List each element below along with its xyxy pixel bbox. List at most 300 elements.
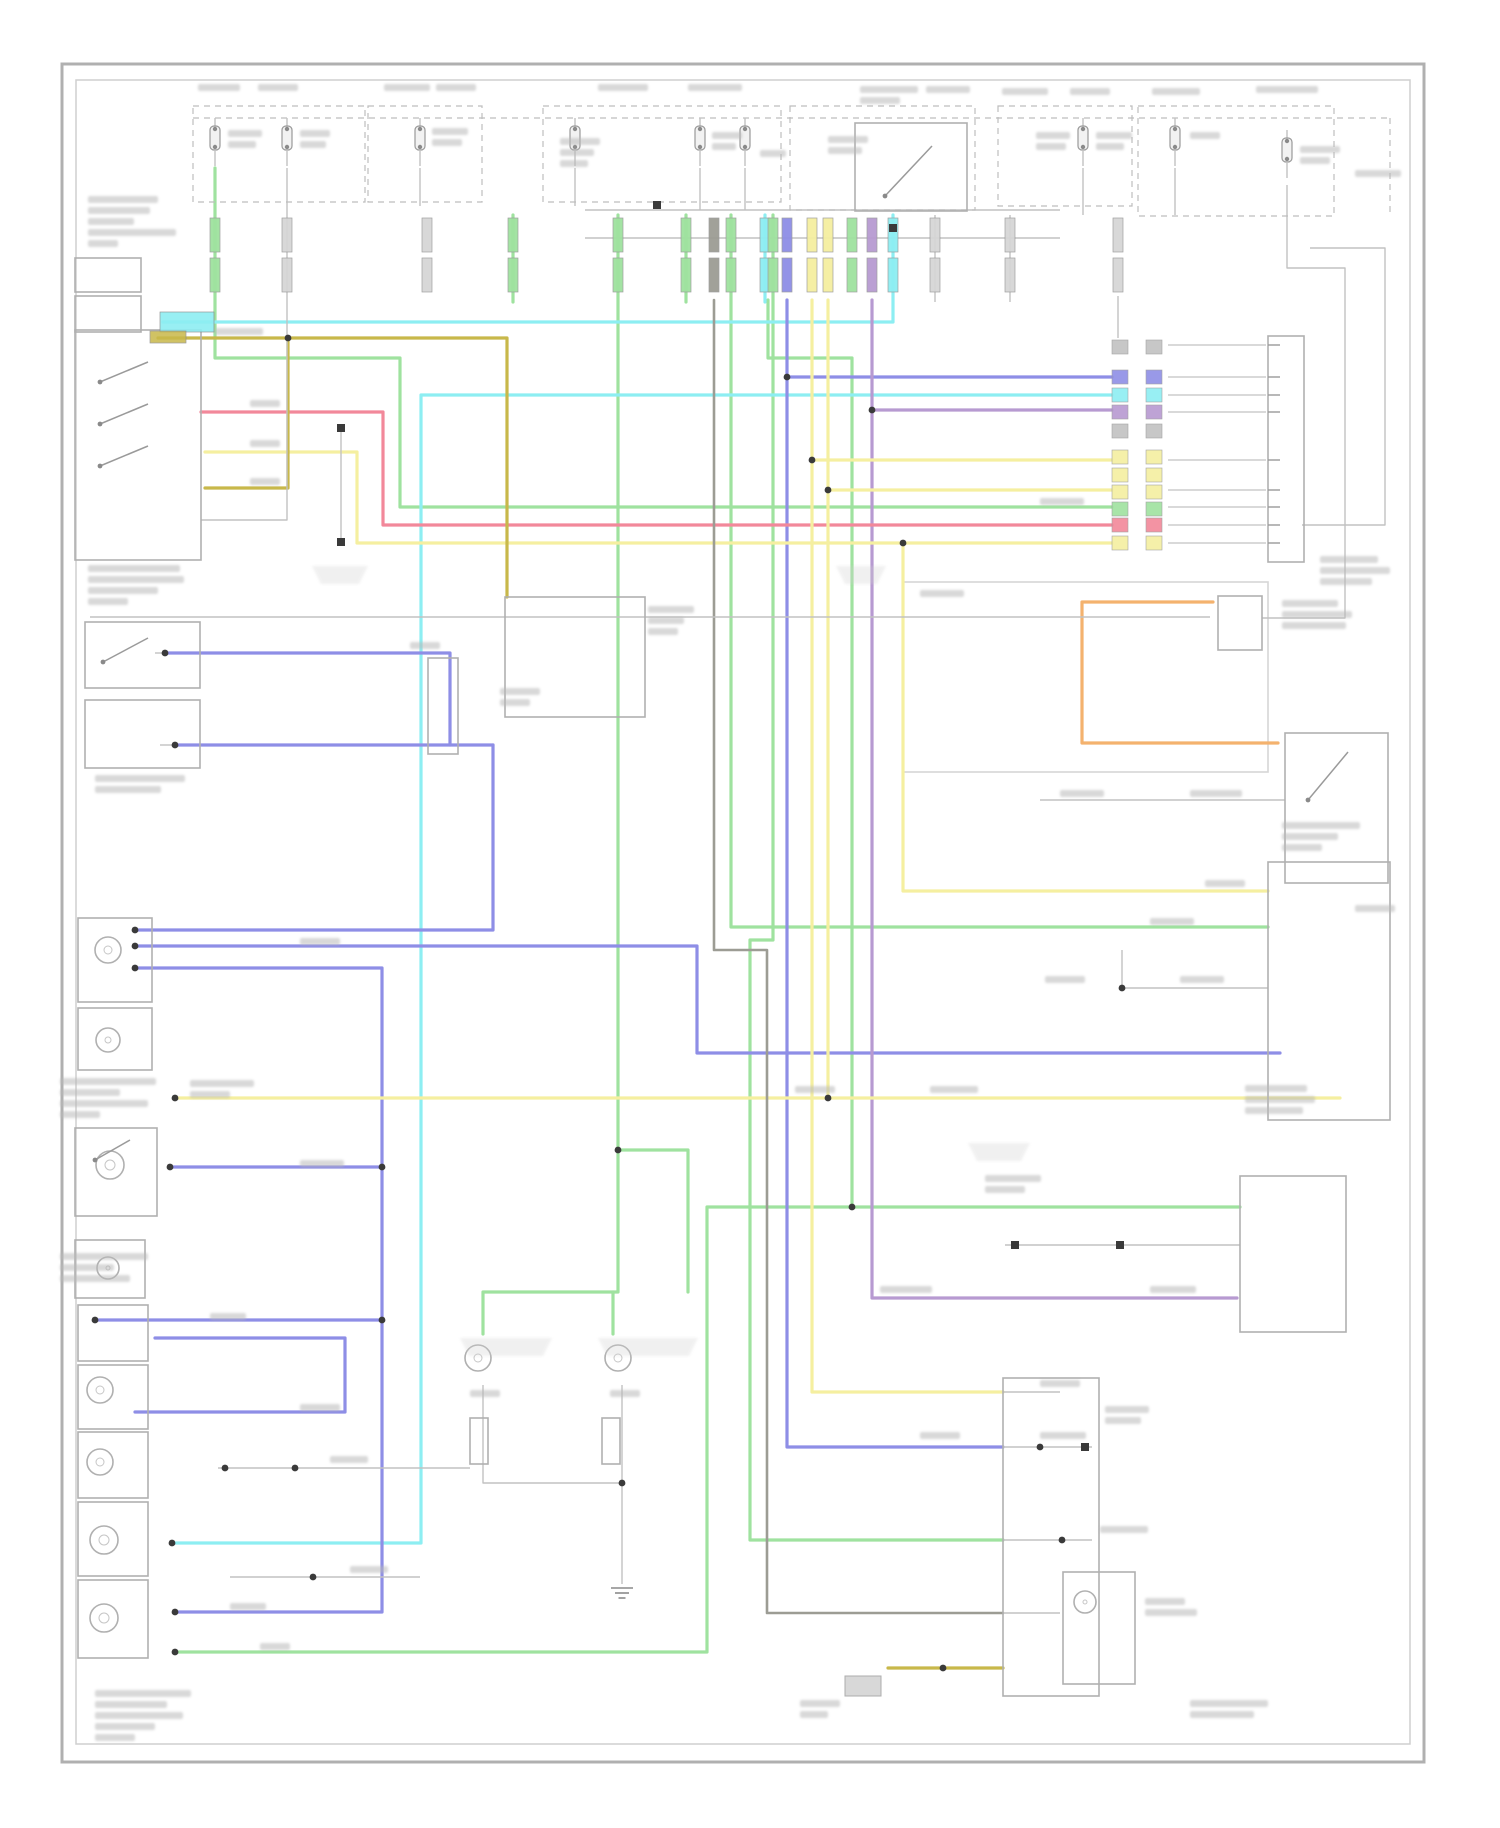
illegible-label bbox=[1150, 918, 1194, 925]
illegible-label bbox=[1096, 132, 1132, 139]
illegible-label bbox=[1145, 1598, 1185, 1605]
bulb-filament bbox=[104, 946, 112, 954]
inner-border bbox=[76, 80, 1410, 1744]
connector-cell bbox=[1112, 485, 1128, 499]
illegible-label bbox=[1320, 578, 1372, 585]
component-box bbox=[855, 123, 967, 211]
connector-bar bbox=[726, 258, 736, 292]
illegible-label bbox=[88, 598, 128, 605]
junction-dot bbox=[92, 1317, 99, 1324]
illegible-label bbox=[1190, 790, 1242, 797]
connector-bar bbox=[422, 258, 432, 292]
junction-dot bbox=[222, 1465, 229, 1472]
bulb-icon bbox=[87, 1377, 113, 1403]
illegible-label bbox=[300, 1404, 340, 1411]
component-box bbox=[75, 258, 141, 292]
junction-dot bbox=[1059, 1537, 1066, 1544]
illegible-label bbox=[1145, 1609, 1197, 1616]
illegible-label bbox=[1070, 88, 1110, 95]
illegible-label bbox=[410, 642, 440, 649]
illegible-label bbox=[1045, 976, 1085, 983]
fuse-terminal bbox=[285, 145, 289, 149]
junction-dot bbox=[172, 1649, 179, 1656]
bulb-icon bbox=[1074, 1591, 1096, 1613]
connector-cell bbox=[1146, 518, 1162, 532]
illegible-label bbox=[1100, 1526, 1148, 1533]
switch-pivot bbox=[883, 194, 888, 199]
wire-yellow bbox=[812, 300, 1003, 1392]
relay-block-box bbox=[193, 106, 365, 202]
illegible-label bbox=[198, 84, 240, 91]
wire-green bbox=[483, 215, 618, 1334]
bulb-filament bbox=[96, 1386, 104, 1394]
switch-lever bbox=[100, 362, 148, 382]
wire-blue bbox=[787, 300, 1003, 1447]
component-box bbox=[78, 1008, 152, 1070]
junction-dot bbox=[825, 1095, 832, 1102]
junction-dot bbox=[379, 1317, 386, 1324]
illegible-label bbox=[1152, 88, 1200, 95]
junction-dot bbox=[169, 1540, 176, 1547]
illegible-label bbox=[985, 1186, 1025, 1193]
illegible-label bbox=[88, 218, 134, 225]
illegible-label bbox=[300, 938, 340, 945]
connector-bar bbox=[867, 218, 877, 252]
illegible-label bbox=[795, 1086, 835, 1093]
illegible-label bbox=[88, 240, 118, 247]
illegible-label bbox=[1040, 1432, 1086, 1439]
fuse-terminal bbox=[1285, 139, 1289, 143]
illegible-label bbox=[300, 130, 330, 137]
connector-cell bbox=[1146, 340, 1162, 354]
illegible-label bbox=[1300, 157, 1330, 164]
connector-cell bbox=[1146, 468, 1162, 482]
illegible-label bbox=[260, 1643, 290, 1650]
fuse-terminal bbox=[285, 127, 289, 131]
connector-bar bbox=[422, 218, 432, 252]
connector-bar bbox=[726, 218, 736, 252]
connector-bar bbox=[847, 218, 857, 252]
connector-bar bbox=[681, 258, 691, 292]
illegible-label bbox=[60, 1100, 148, 1107]
junction-dot bbox=[285, 335, 292, 342]
illegible-label bbox=[88, 196, 158, 203]
component-box bbox=[75, 296, 141, 332]
illegible-label bbox=[250, 440, 280, 447]
illegible-label bbox=[1190, 1700, 1268, 1707]
small-component bbox=[845, 1676, 881, 1696]
junction-dot bbox=[379, 1164, 386, 1171]
illegible-label bbox=[88, 229, 176, 236]
component-box bbox=[75, 330, 201, 560]
bulb-filament bbox=[99, 1535, 109, 1545]
junction-dot bbox=[825, 487, 832, 494]
junction-dot bbox=[615, 1147, 622, 1154]
component-box bbox=[1003, 1378, 1099, 1696]
connector-cell bbox=[1112, 536, 1128, 550]
junction-dot bbox=[619, 1480, 626, 1487]
connector-cell bbox=[1112, 405, 1128, 419]
component-box bbox=[78, 1305, 148, 1361]
illegible-label bbox=[500, 699, 530, 706]
relay-block-box bbox=[368, 106, 482, 202]
illegible-label bbox=[648, 606, 694, 613]
wire-purple bbox=[872, 300, 1237, 1298]
illegible-label bbox=[1205, 880, 1245, 887]
component-box bbox=[85, 700, 200, 768]
junction-dot bbox=[900, 540, 907, 547]
connector-bar bbox=[210, 258, 220, 292]
illegible-label bbox=[95, 1723, 155, 1730]
bulb-filament bbox=[105, 1160, 115, 1170]
connector-bar bbox=[807, 258, 817, 292]
illegible-label bbox=[88, 576, 184, 583]
illegible-label bbox=[300, 141, 326, 148]
wire-green bbox=[175, 1207, 1240, 1652]
illegible-label bbox=[760, 150, 786, 157]
illegible-label bbox=[560, 138, 600, 145]
connector-bar bbox=[768, 218, 778, 252]
illegible-label bbox=[1256, 86, 1318, 93]
illegible-label bbox=[712, 143, 736, 150]
illegible-label bbox=[1320, 556, 1378, 563]
connector-bar bbox=[1113, 258, 1123, 292]
connector-bar bbox=[930, 258, 940, 292]
component-box bbox=[1240, 1176, 1346, 1332]
fuse-terminal bbox=[1173, 145, 1177, 149]
wire-blue bbox=[135, 968, 382, 1612]
connector-bar bbox=[823, 258, 833, 292]
bulb-filament bbox=[105, 1037, 111, 1043]
connector-bar bbox=[210, 218, 220, 252]
wire-blue bbox=[135, 946, 1280, 1053]
illegible-label bbox=[688, 84, 742, 91]
fuse-terminal bbox=[213, 145, 217, 149]
illegible-label bbox=[1245, 1107, 1303, 1114]
connector-trapezoid bbox=[460, 1338, 552, 1356]
illegible-label bbox=[1282, 844, 1322, 851]
bulb-icon bbox=[96, 1028, 120, 1052]
illegible-label bbox=[1105, 1406, 1149, 1413]
connector-cell bbox=[1112, 424, 1128, 438]
illegible-label bbox=[60, 1264, 114, 1271]
fuse-terminal bbox=[1173, 127, 1177, 131]
illegible-label bbox=[1282, 600, 1338, 607]
connector-block bbox=[160, 312, 214, 332]
illegible-label bbox=[95, 775, 185, 782]
illegible-label bbox=[1040, 1380, 1080, 1387]
outer-border bbox=[62, 64, 1424, 1762]
connector-bar bbox=[709, 218, 719, 252]
illegible-label bbox=[1002, 88, 1048, 95]
illegible-label bbox=[880, 1286, 932, 1293]
connector-cell bbox=[1112, 450, 1128, 464]
connector-bar bbox=[1005, 218, 1015, 252]
illegible-label bbox=[215, 328, 263, 335]
illegible-label bbox=[648, 628, 678, 635]
illegible-label bbox=[88, 587, 158, 594]
component-box bbox=[428, 658, 458, 754]
bulb-icon bbox=[95, 937, 121, 963]
illegible-label bbox=[1190, 1711, 1254, 1718]
connector-cell bbox=[1112, 468, 1128, 482]
illegible-label bbox=[1180, 976, 1224, 983]
illegible-label bbox=[60, 1089, 120, 1096]
switch-lever bbox=[100, 404, 148, 424]
fuse-terminal bbox=[418, 127, 422, 131]
fuse-terminal bbox=[213, 127, 217, 131]
component-box bbox=[470, 1418, 488, 1464]
illegible-label bbox=[1096, 143, 1124, 150]
fuse-terminal bbox=[698, 145, 702, 149]
illegible-label bbox=[60, 1253, 148, 1260]
connector-bar bbox=[1005, 258, 1015, 292]
illegible-label bbox=[1060, 790, 1104, 797]
illegible-label bbox=[1036, 143, 1066, 150]
illegible-label bbox=[930, 1086, 978, 1093]
connector-cell bbox=[1112, 518, 1128, 532]
illegible-label bbox=[800, 1700, 840, 1707]
illegible-label bbox=[1282, 611, 1352, 618]
wire-green bbox=[768, 300, 852, 1207]
switch-pivot bbox=[98, 422, 103, 427]
switch-lever bbox=[1308, 752, 1348, 800]
illegible-label bbox=[500, 688, 540, 695]
switch-lever bbox=[885, 146, 932, 196]
wire-gray bbox=[1302, 248, 1385, 525]
wire-olive bbox=[158, 338, 507, 597]
junction-dot bbox=[849, 1204, 856, 1211]
junction-dot bbox=[172, 1609, 179, 1616]
connector-square bbox=[1011, 1241, 1019, 1249]
wire-dkgray bbox=[714, 300, 1003, 1613]
illegible-label bbox=[60, 1111, 100, 1118]
connector-bar bbox=[847, 258, 857, 292]
connector-bar bbox=[508, 218, 518, 252]
connector-cell bbox=[1146, 502, 1162, 516]
illegible-label bbox=[648, 617, 684, 624]
connector-bar bbox=[888, 218, 898, 252]
fuse-terminal bbox=[1081, 127, 1085, 131]
fuse-terminal bbox=[698, 127, 702, 131]
connector-cell bbox=[1146, 388, 1162, 402]
connector-square bbox=[337, 538, 345, 546]
junction-dot bbox=[167, 1164, 174, 1171]
illegible-label bbox=[470, 1390, 500, 1397]
illegible-label bbox=[598, 84, 648, 91]
connector-cell bbox=[1112, 340, 1128, 354]
illegible-label bbox=[1282, 833, 1338, 840]
connector-square bbox=[889, 224, 897, 232]
illegible-label bbox=[1300, 146, 1340, 153]
illegible-label bbox=[230, 1603, 266, 1610]
switch-lever bbox=[95, 1140, 130, 1160]
junction-dot bbox=[162, 650, 169, 657]
junction-dot bbox=[172, 1095, 179, 1102]
connector-bar bbox=[867, 258, 877, 292]
connector-bar bbox=[888, 258, 898, 292]
wire-gray bbox=[483, 1385, 622, 1483]
connector-bar bbox=[508, 258, 518, 292]
component-box bbox=[78, 1502, 148, 1576]
connector-bar bbox=[282, 218, 292, 252]
illegible-label bbox=[860, 86, 918, 93]
illegible-label bbox=[1245, 1085, 1307, 1092]
junction-dot bbox=[1119, 985, 1126, 992]
wire-blue bbox=[135, 745, 493, 930]
bulb-icon bbox=[96, 1151, 124, 1179]
junction-dot bbox=[1037, 1444, 1044, 1451]
bulb-filament bbox=[1083, 1600, 1087, 1604]
connector-block bbox=[150, 331, 186, 343]
connector-square bbox=[337, 424, 345, 432]
illegible-label bbox=[250, 478, 280, 485]
illegible-label bbox=[60, 1078, 156, 1085]
illegible-label bbox=[1105, 1417, 1141, 1424]
component-box bbox=[1268, 336, 1304, 562]
illegible-label bbox=[190, 1080, 254, 1087]
illegible-label bbox=[712, 132, 742, 139]
illegible-label bbox=[258, 84, 298, 91]
bulb-icon bbox=[90, 1526, 118, 1554]
switch-pivot bbox=[93, 1158, 98, 1163]
fuse-terminal bbox=[743, 145, 747, 149]
component-box bbox=[1285, 733, 1388, 883]
illegible-label bbox=[95, 1712, 183, 1719]
switch-pivot bbox=[101, 660, 106, 665]
connector-trapezoid bbox=[598, 1338, 698, 1356]
connector-bar bbox=[782, 258, 792, 292]
connector-bar bbox=[823, 218, 833, 252]
page-frame bbox=[62, 64, 1424, 1762]
bulb-filament bbox=[96, 1458, 104, 1466]
illegible-label bbox=[926, 86, 970, 93]
connector-square bbox=[653, 201, 661, 209]
component-box bbox=[75, 1128, 157, 1216]
switch-lever bbox=[100, 446, 148, 466]
connector-cell bbox=[1146, 370, 1162, 384]
connector-cell bbox=[1146, 536, 1162, 550]
illegible-label bbox=[985, 1175, 1041, 1182]
connector-trapezoid bbox=[312, 566, 368, 584]
fuse-terminal bbox=[1285, 157, 1289, 161]
connector-bar bbox=[613, 258, 623, 292]
switch-pivot bbox=[98, 464, 103, 469]
component-box bbox=[78, 1580, 148, 1658]
connector-bar bbox=[681, 218, 691, 252]
illegible-label bbox=[1190, 132, 1220, 139]
connector-bar bbox=[930, 218, 940, 252]
connector-bar bbox=[613, 218, 623, 252]
connector-bar bbox=[782, 218, 792, 252]
wire-orange bbox=[1082, 602, 1278, 743]
illegible-label bbox=[560, 160, 588, 167]
illegible-label bbox=[800, 1711, 828, 1718]
junction-dot bbox=[869, 407, 876, 414]
connector-bar bbox=[282, 258, 292, 292]
component-box bbox=[1218, 596, 1262, 650]
illegible-label bbox=[228, 141, 256, 148]
connector-square bbox=[1081, 1443, 1089, 1451]
junction-dot bbox=[132, 965, 139, 972]
connector-cell bbox=[1112, 502, 1128, 516]
component-box bbox=[602, 1418, 620, 1464]
connector-trapezoid bbox=[836, 566, 886, 584]
switch-pivot bbox=[1306, 798, 1311, 803]
switch-lever bbox=[103, 638, 148, 662]
illegible-label bbox=[432, 139, 462, 146]
illegible-label bbox=[1040, 498, 1084, 505]
component-box bbox=[85, 622, 200, 688]
illegible-label bbox=[384, 84, 430, 91]
illegible-label bbox=[436, 84, 476, 91]
illegible-label bbox=[1355, 905, 1395, 912]
connector-cell bbox=[1112, 388, 1128, 402]
illegible-label bbox=[330, 1456, 368, 1463]
junction-dot bbox=[310, 1574, 317, 1581]
junction-dot bbox=[809, 457, 816, 464]
illegible-label bbox=[1282, 822, 1360, 829]
illegible-label bbox=[95, 1701, 167, 1708]
wire-blue bbox=[135, 1338, 345, 1412]
illegible-label bbox=[920, 590, 964, 597]
illegible-label bbox=[300, 1160, 344, 1167]
illegible-label bbox=[1150, 1286, 1196, 1293]
illegible-label bbox=[210, 1313, 246, 1320]
illegible-label bbox=[1320, 567, 1390, 574]
illegible-label bbox=[860, 97, 900, 104]
illegible-label bbox=[350, 1566, 388, 1573]
illegible-label bbox=[95, 786, 161, 793]
connector-bar bbox=[709, 258, 719, 292]
junction-dot bbox=[132, 927, 139, 934]
fuse-terminal bbox=[573, 145, 577, 149]
illegible-label bbox=[60, 1275, 130, 1282]
connector-trapezoid bbox=[968, 1143, 1030, 1161]
illegible-label bbox=[1245, 1096, 1315, 1103]
junction-dot bbox=[940, 1665, 947, 1672]
fuse-terminal bbox=[1081, 145, 1085, 149]
illegible-label bbox=[1036, 132, 1070, 139]
connector-bar bbox=[1113, 218, 1123, 252]
connector-cell bbox=[1146, 485, 1162, 499]
junction-dot bbox=[292, 1465, 299, 1472]
illegible-label bbox=[95, 1690, 191, 1697]
illegible-label bbox=[1355, 170, 1401, 177]
connector-cell bbox=[1112, 370, 1128, 384]
illegible-label bbox=[560, 149, 594, 156]
junction-dot bbox=[172, 742, 179, 749]
fuse-terminal bbox=[418, 145, 422, 149]
illegible-label bbox=[1282, 622, 1346, 629]
connector-square bbox=[1116, 1241, 1124, 1249]
relay-block-box bbox=[790, 106, 975, 210]
junction-dot bbox=[784, 374, 791, 381]
connector-cell bbox=[1146, 424, 1162, 438]
bulb-icon bbox=[87, 1449, 113, 1475]
junction-dot bbox=[132, 943, 139, 950]
illegible-label bbox=[432, 128, 468, 135]
illegible-label bbox=[610, 1390, 640, 1397]
component-box bbox=[1268, 862, 1390, 1120]
wire-green bbox=[618, 1150, 688, 1292]
relay-block-box bbox=[998, 106, 1132, 206]
illegible-label bbox=[88, 565, 180, 572]
bulb-filament bbox=[99, 1613, 109, 1623]
bulb-icon bbox=[90, 1604, 118, 1632]
fuse-terminal bbox=[743, 127, 747, 131]
connector-cell bbox=[1146, 450, 1162, 464]
